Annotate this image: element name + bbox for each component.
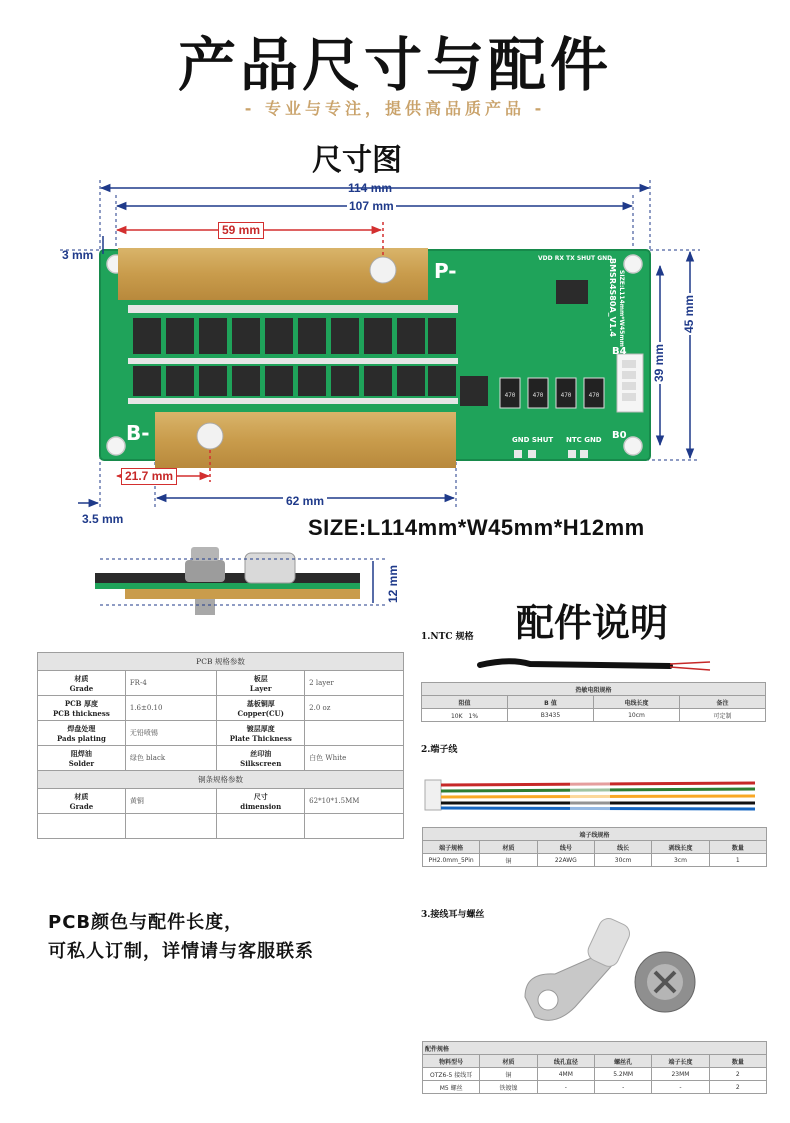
- lug-table: 配件规格 物料型号 材质 线孔直径 螺丝孔 端子长度 数量 OTZ6-5 接线耳 铜 4MM 5.2MM 23MM 2 M5 螺丝 铁镀镍 - - - 2: [422, 1041, 767, 1094]
- resistor-label: 470: [560, 392, 572, 399]
- lug-heading: 3.接线耳与螺丝: [421, 910, 485, 920]
- page-title: 产品尺寸与配件: [177, 31, 612, 99]
- resistor-label: 470: [588, 392, 600, 399]
- accessories-title: 配件说明: [516, 601, 669, 645]
- table-row: PCB 厚度 PCB thickness 1.6±0.10 基板铜厚 Copper(CU) 2.0 oz: [38, 696, 404, 721]
- dim-hole-span-width: 39 mm: [652, 343, 666, 382]
- label-b0: B0: [612, 430, 627, 441]
- pins-bottom-left: GND SHUT: [512, 436, 554, 444]
- table-row: [38, 814, 404, 839]
- table-row: 阻焊油 Solder 绿色 black 丝印油 Silkscreen 白色 White: [38, 746, 404, 771]
- dim-total-width: 45 mm: [682, 294, 696, 333]
- dimension-drawing: [0, 170, 790, 530]
- lug-screw-image: [515, 912, 715, 1032]
- table-row: 材质 Grade FR-4 板层 Layer 2 layer: [38, 671, 404, 696]
- page-subtitle: - 专业与专注，提供高品质产品 -: [244, 99, 546, 118]
- dim-total-length: 114 mm: [348, 181, 393, 195]
- mount-hole-icon: [624, 255, 642, 273]
- dim-hole-offset-top: 3 mm: [62, 248, 94, 262]
- ntc-sensor-image: [470, 650, 720, 680]
- silk-model: BMSR4S80A_V1.4: [608, 258, 617, 337]
- ntc-table: 热敏电阻规格 阻值 B 值 电线长度 备注 10K 1% B3435 10cm 可定制: [421, 682, 766, 722]
- custom-note: PCB颜色与配件长度， 可私人订制，详情请与客服联系: [48, 912, 314, 962]
- ntc-heading: 1.NTC 规格: [421, 632, 474, 642]
- table-row: 焊盘处理 Pads plating 无铅喷锡 镀层厚度 Plate Thickness: [38, 721, 404, 746]
- dimension-title: 尺寸图: [312, 143, 402, 178]
- table-row: OTZ6-5 接线耳 铜 4MM 5.2MM 23MM 2: [423, 1068, 767, 1081]
- table-row: PH2.0mm_5Pin 铜 22AWG 30cm 3cm 1: [423, 854, 767, 867]
- table-row: 材质 Grade 黄铜 尺寸 dimension 62*10*1.5MM: [38, 789, 404, 814]
- wire-table: 端子线规格 端子规格 材质 线号 线长 剥线长度 数量 PH2.0mm_5Pin 铜 22AWG 30cm 3cm 1: [422, 827, 767, 867]
- label-b: B-: [126, 421, 150, 445]
- dim-height: 12 mm: [386, 564, 400, 603]
- side-view-photo: [95, 545, 415, 620]
- mount-hole-icon: [624, 437, 642, 455]
- pins-top: VDD RX TX SHUT GND: [538, 255, 613, 262]
- terminal-wire-image: [420, 768, 765, 818]
- dim-strip-length: 59 mm: [218, 222, 264, 239]
- pins-bottom-right: NTC GND: [566, 436, 602, 444]
- resistor-label: 470: [532, 392, 544, 399]
- ic-chip: [556, 280, 588, 304]
- copper-table-title: 铜条规格参数: [38, 771, 404, 789]
- pcb-spec-table: [37, 652, 404, 839]
- label-p: P-: [434, 259, 457, 283]
- mount-hole-icon: [107, 437, 125, 455]
- pcb-table-title: PCB 规格参数: [38, 653, 404, 671]
- dim-strip-b-length: 62 mm: [283, 494, 327, 508]
- dim-strip-offset: 21.7 mm: [121, 468, 177, 485]
- silk-size: SIZE:L114mm*W45mm: [618, 270, 625, 347]
- table-row: M5 螺丝 铁镀镍 - - - 2: [423, 1081, 767, 1094]
- resistor-label: 470: [504, 392, 516, 399]
- label-b4: B4: [612, 346, 627, 357]
- table-row: 10K 1% B3435 10cm 可定制: [422, 709, 766, 722]
- dim-hole-offset-left: 3.5 mm: [82, 512, 124, 526]
- size-label: SIZE:L114mm*W45mm*H12mm: [308, 515, 645, 540]
- dim-hole-span: 107 mm: [349, 199, 394, 213]
- wire-heading: 2.端子线: [421, 745, 458, 755]
